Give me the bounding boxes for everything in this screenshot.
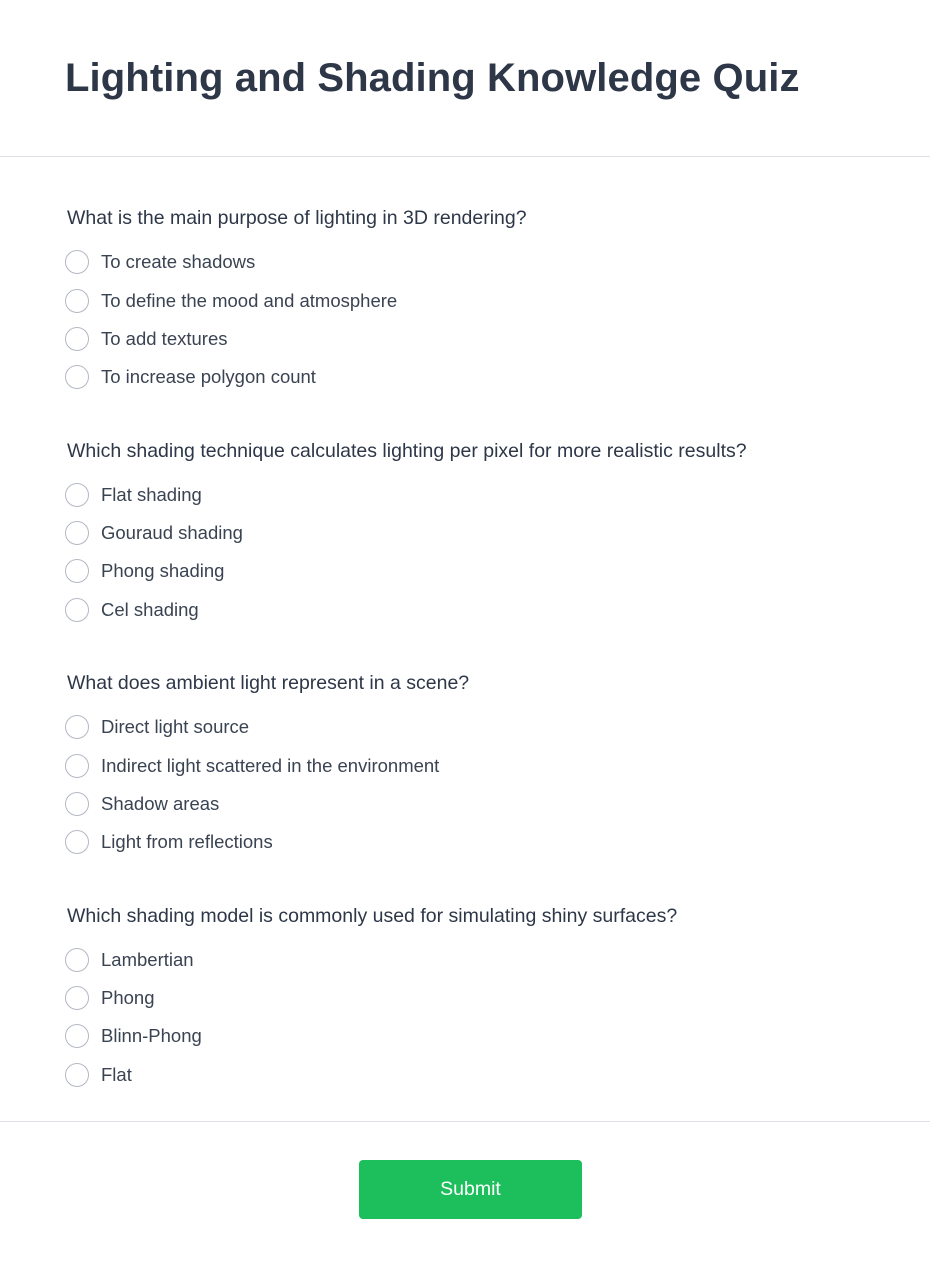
option-1-3[interactable] bbox=[65, 325, 228, 353]
radio-button[interactable] bbox=[65, 327, 89, 351]
radio-button[interactable] bbox=[65, 483, 89, 507]
option-3-1[interactable] bbox=[65, 713, 249, 741]
radio-button[interactable] bbox=[65, 365, 89, 389]
radio-button[interactable] bbox=[65, 830, 89, 854]
option-4-2[interactable] bbox=[65, 984, 155, 1012]
option-label: Flat shading bbox=[101, 484, 202, 505]
radio-button[interactable] bbox=[65, 948, 89, 972]
option-1-2[interactable] bbox=[65, 287, 397, 315]
option-label: To add textures bbox=[101, 328, 228, 349]
radio-button[interactable] bbox=[65, 1063, 89, 1087]
question-text: Which shading technique calculates lighting per pixel for more realistic results? bbox=[67, 440, 747, 462]
option-3-3[interactable] bbox=[65, 790, 219, 818]
radio-button[interactable] bbox=[65, 754, 89, 778]
option-2-1[interactable] bbox=[65, 481, 202, 509]
option-label: Flat bbox=[101, 1064, 132, 1085]
radio-button[interactable] bbox=[65, 289, 89, 313]
question-text: What is the main purpose of lighting in 3D rendering? bbox=[67, 207, 527, 229]
radio-button[interactable] bbox=[65, 598, 89, 622]
option-2-2[interactable] bbox=[65, 519, 243, 547]
option-1-4[interactable] bbox=[65, 363, 316, 391]
option-3-2[interactable] bbox=[65, 752, 439, 780]
option-label: Direct light source bbox=[101, 716, 250, 737]
option-4-1[interactable] bbox=[65, 946, 194, 974]
radio-button[interactable] bbox=[65, 986, 89, 1010]
radio-button[interactable] bbox=[65, 250, 89, 274]
question-text: Which shading model is commonly used for simulating shiny surfaces? bbox=[67, 905, 678, 927]
quiz-footer bbox=[0, 1121, 930, 1269]
option-label: Phong shading bbox=[101, 560, 225, 581]
option-2-3[interactable] bbox=[65, 557, 224, 585]
option-label: Indirect light scattered in the environment bbox=[101, 755, 440, 776]
page-title: Lighting and Shading Knowledge Quiz bbox=[65, 56, 800, 100]
option-label: Gouraud shading bbox=[101, 522, 243, 543]
option-1-1[interactable] bbox=[65, 248, 255, 276]
option-label: Phong bbox=[101, 987, 155, 1008]
option-label: Light from reflections bbox=[101, 831, 273, 852]
option-2-4[interactable] bbox=[65, 596, 199, 624]
radio-button[interactable] bbox=[65, 715, 89, 739]
question-text: What does ambient light represent in a scene? bbox=[67, 672, 470, 694]
radio-button[interactable] bbox=[65, 1024, 89, 1048]
quiz-header bbox=[0, 0, 930, 157]
option-4-3[interactable] bbox=[65, 1022, 202, 1050]
option-4-4[interactable] bbox=[65, 1061, 132, 1089]
option-label: Blinn-Phong bbox=[101, 1025, 202, 1046]
option-label: To create shadows bbox=[101, 251, 256, 272]
radio-button[interactable] bbox=[65, 559, 89, 583]
option-label: Cel shading bbox=[101, 599, 199, 620]
submit-button[interactable]: Submit bbox=[359, 1160, 582, 1219]
radio-button[interactable] bbox=[65, 792, 89, 816]
radio-button[interactable] bbox=[65, 521, 89, 545]
option-label: Lambertian bbox=[101, 949, 194, 970]
option-label: To increase polygon count bbox=[101, 366, 316, 387]
option-label: Shadow areas bbox=[101, 793, 220, 814]
option-3-4[interactable] bbox=[65, 828, 273, 856]
option-label: To define the mood and atmosphere bbox=[101, 290, 398, 311]
